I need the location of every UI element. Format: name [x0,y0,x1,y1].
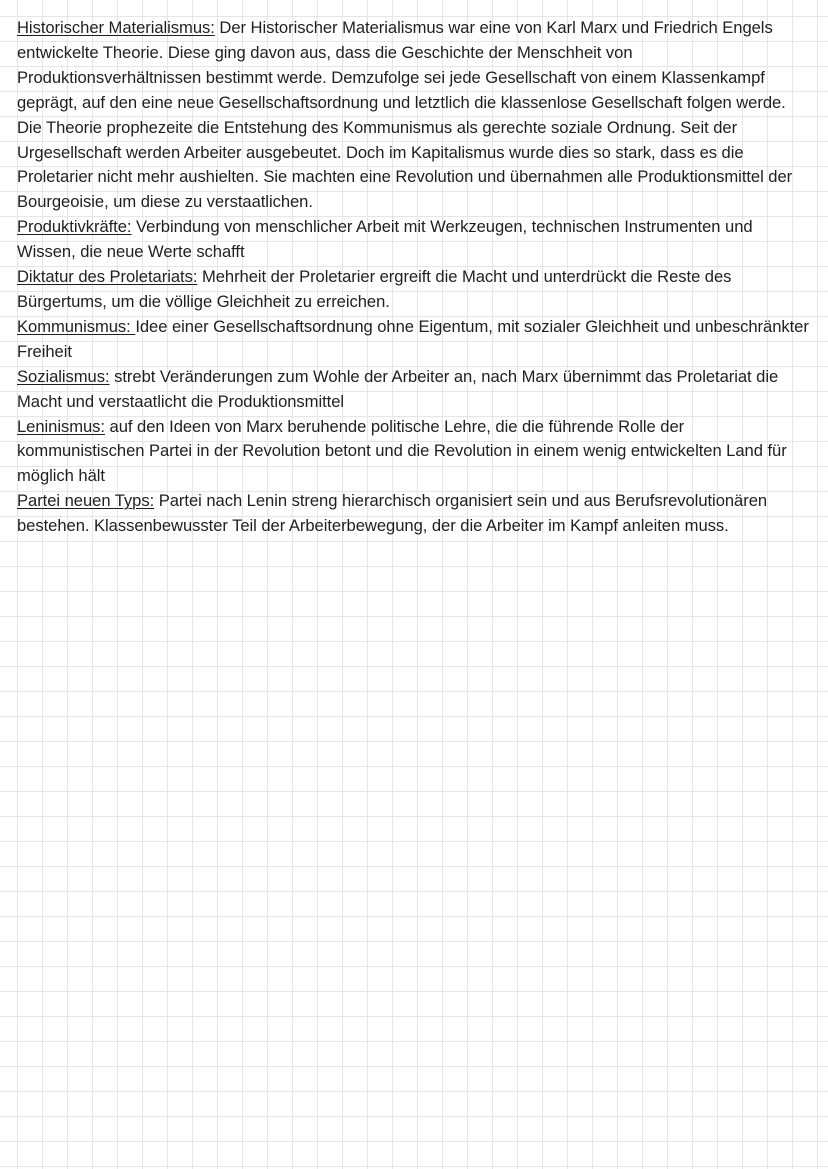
definition-leninismus: auf den Ideen von Marx beruhende politische Lehre, die die führende Rolle der kommunistischen Partei in der Revolution betont und die Revolution in einem wenig entwickelten Land für möglich hält [17,416,787,486]
entry-sozialismus [17,365,813,415]
term-leninismus: Leninismus: [17,416,105,436]
entry-kommunismus [17,315,813,365]
definition-produktivkraefte: Verbindung von menschlicher Arbeit mit Werkzeugen, technischen Instrumenten und Wissen, die neue Werte schafft [17,217,753,262]
definition-partei-neuen-typs: Partei nach Lenin streng hierarchisch organisiert sein und aus Berufsrevolutionären bestehen. Klassenbewusster Teil der Arbeiterbewegung, der die Arbeiter im Kampf anleiten muss. [17,491,768,536]
term-sozialismus: Sozialismus: [17,366,110,386]
term-produktivkraefte: Produktivkräfte: [17,217,132,237]
entry-leninismus [17,415,813,490]
term-historischer-materialismus: Historischer Materialismus: [17,18,215,37]
entry-diktatur-des-proletariats [17,265,813,315]
definition-diktatur-des-proletariats: Mehrheit der Proletarier ergreift die Macht und unterdrückt die Reste des Bürgertums, um die völlige Gleichheit zu erreichen. [17,267,732,311]
definition-historischer-materialismus: Der Historischer Materialismus war eine von Karl Marx und Friedrich Engels entwickelte Theorie. Diese ging davon aus, dass die Geschichte der Menschheit von Produktionsverhältnissen bestimmt werde. Demzufolge sei jede Gesellschaft von einem Klassenkampf geprägt, auf den eine neue Gesellschaftsordnung und letztlich die klassenlose Gesellschaft folgen werde. Die Theorie prophezeite die Entstehung des Kommunismus als gerechte soziale Ordnung. Seit der Urgesellschaft werden Arbeiter ausgebeutet. Doch im Kapitalismus wurde dies so stark, dass es die Proletarier nicht mehr aushielten. Sie machten eine Revolution und übernahmen alle Produktionsmittel der Bourgeoisie, um diese zu verstaatlichen. [17,18,793,212]
note-page [17,16,813,539]
definition-sozialismus: strebt Veränderungen zum Wohle der Arbeiter an, nach Marx übernimmt das Proletariat die Macht und verstaatlicht die Produktionsmittel [17,366,779,411]
definition-kommunismus: Idee einer Gesellschaftsordnung ohne Eigentum, mit sozialer Gleichheit und unbeschränkter Freiheit [17,316,809,361]
term-diktatur-des-proletariats: Diktatur des Proletariats: [17,267,198,287]
entry-produktivkraefte [17,215,813,265]
term-partei-neuen-typs: Partei neuen Typs: [17,491,155,511]
entry-historischer-materialismus [17,16,813,215]
term-kommunismus: Kommunismus: [17,316,136,336]
entry-partei-neuen-typs [17,489,813,539]
